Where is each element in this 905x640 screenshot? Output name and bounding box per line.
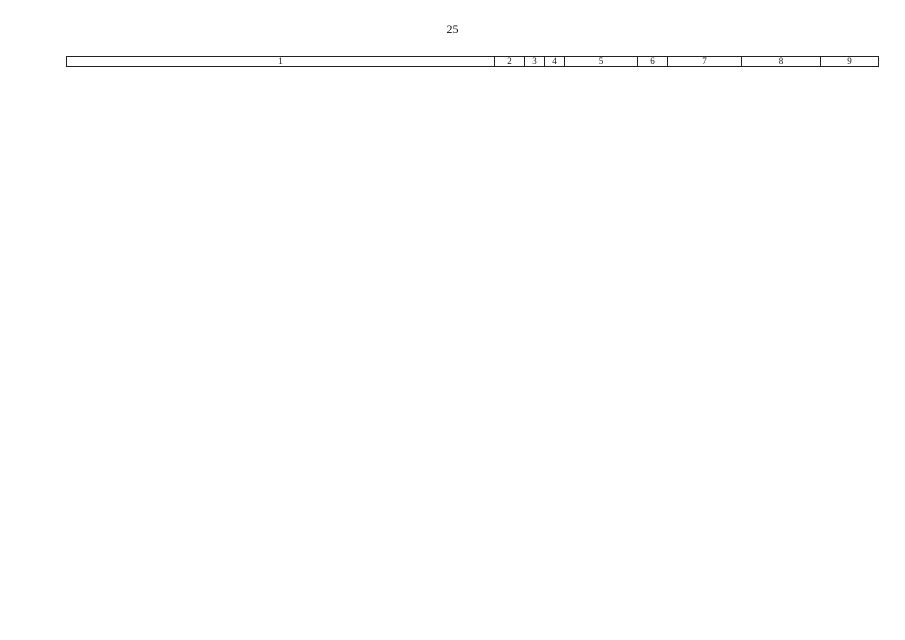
column-header-8: 8 xyxy=(742,57,821,67)
column-header-6: 6 xyxy=(638,57,668,67)
budget-table xyxy=(66,56,879,67)
column-header-9: 9 xyxy=(821,57,879,67)
header-row xyxy=(67,57,879,67)
column-header-4: 4 xyxy=(545,57,565,67)
column-header-7: 7 xyxy=(668,57,742,67)
page-number: 25 xyxy=(446,22,459,36)
column-header-5: 5 xyxy=(565,57,638,67)
column-header-3: 3 xyxy=(525,57,545,67)
column-header-1: 1 xyxy=(67,57,495,67)
column-header-2: 2 xyxy=(495,57,525,67)
